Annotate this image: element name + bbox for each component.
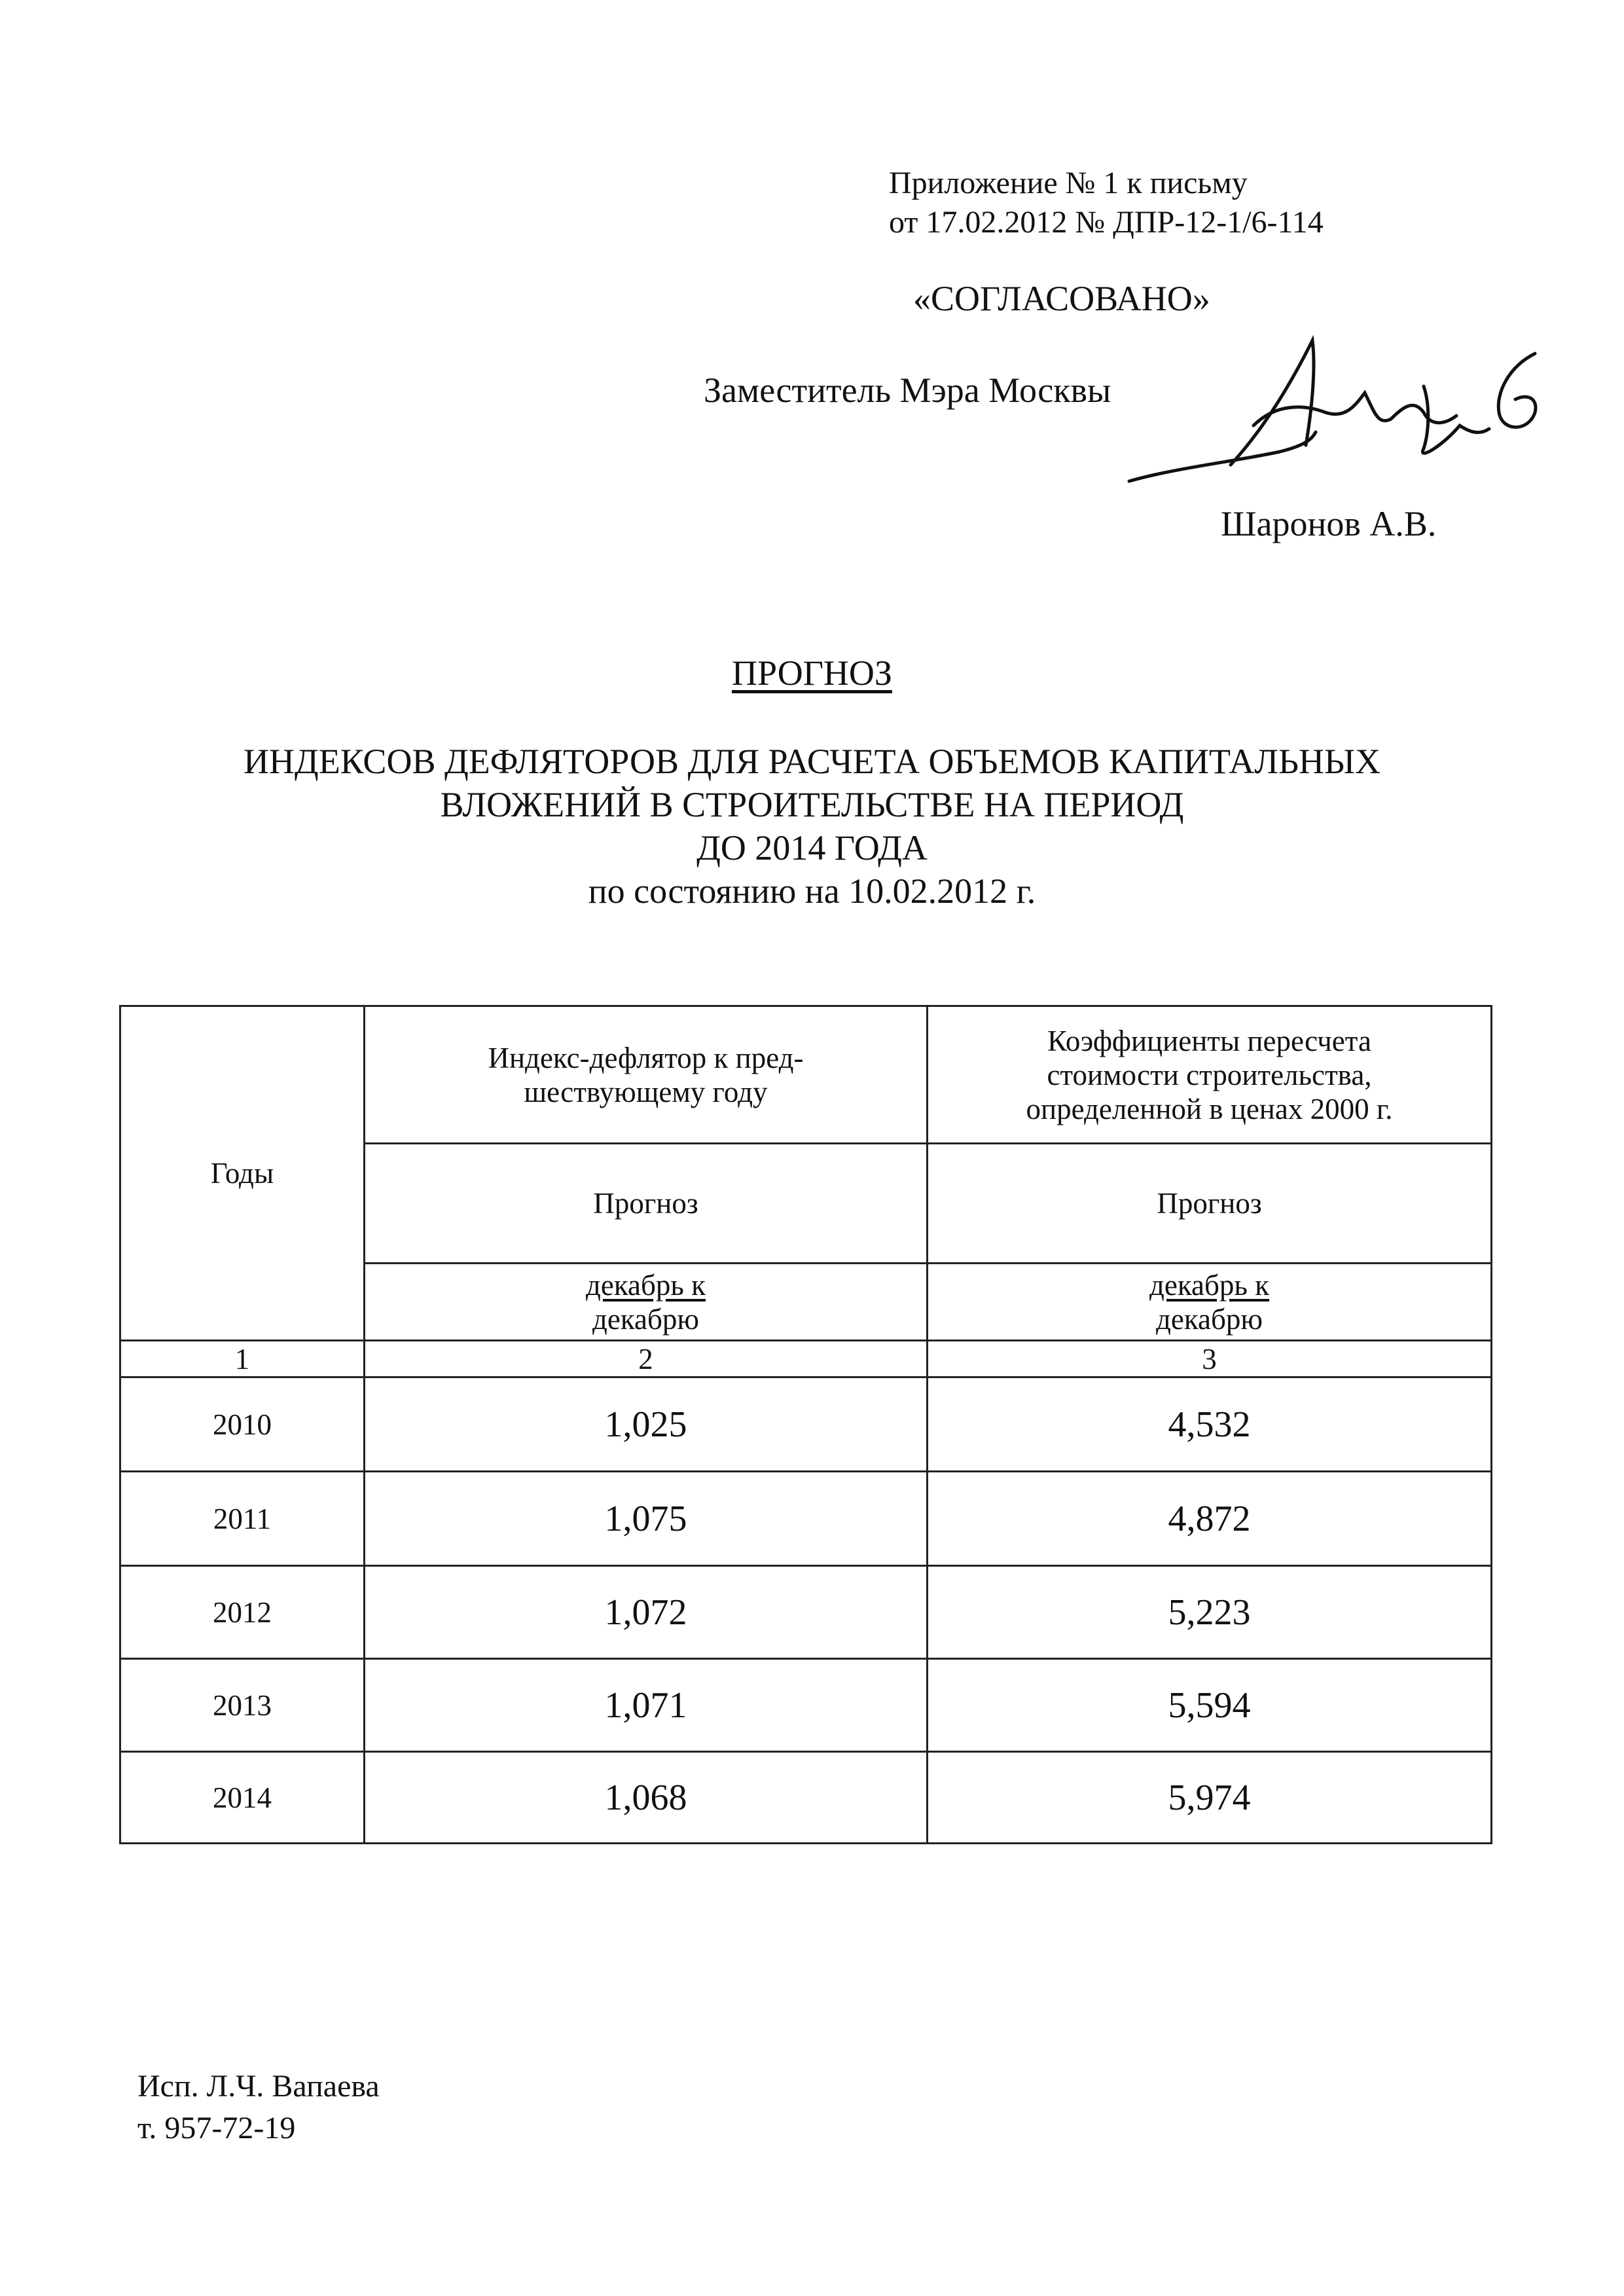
header-index (365, 1006, 928, 1144)
subtitle-line-1: ИНДЕКСОВ ДЕФЛЯТОРОВ ДЛЯ РАСЧЕТА ОБЪЕМОВ КАПИТАЛЬНЫХ (243, 742, 1381, 781)
subtitle-line-4: по состоянию на 10.02.2012 г. (588, 871, 1036, 911)
executor-phone: т. 957-72-19 (137, 2111, 296, 2145)
index-cell: 1,072 (365, 1566, 928, 1659)
header-coef (928, 1006, 1492, 1144)
table-colnum-row (120, 1341, 1492, 1377)
signatory-name: Шаронов А.В. (1221, 504, 1437, 543)
coef-cell: 5,223 (928, 1566, 1492, 1659)
header-coef-line-2: стоимости строительства, (1047, 1058, 1372, 1091)
header-coef-line-3: определенной в ценах 2000 г. (1026, 1092, 1393, 1125)
approved-stamp-text: «СОГЛАСОВАНО» (913, 279, 1210, 318)
index-cell: 1,025 (365, 1377, 928, 1472)
period-coef-line-1: декабрь к (1149, 1268, 1270, 1302)
year-cell: 2013 (120, 1659, 365, 1752)
handwritten-signature (1116, 327, 1548, 524)
appendix-line-2: от 17.02.2012 № ДПР-12-1/6-114 (889, 205, 1324, 240)
coef-cell: 5,974 (928, 1752, 1492, 1844)
year-cell: 2012 (120, 1566, 365, 1659)
header-coef-line-1: Коэффициенты пересчета (1047, 1024, 1371, 1057)
colnum-2: 2 (365, 1341, 928, 1377)
forecast-index: Прогноз (365, 1144, 928, 1264)
period-coef (928, 1264, 1492, 1341)
subtitle-line-2: ВЛОЖЕНИЙ В СТРОИТЕЛЬСТВЕ НА ПЕРИОД (440, 785, 1184, 824)
colnum-3: 3 (928, 1341, 1492, 1377)
table-header-row (120, 1006, 1492, 1144)
table-row (120, 1472, 1492, 1566)
header-index-line-1: Индекс-дефлятор к пред- (488, 1041, 804, 1074)
coef-cell: 4,872 (928, 1472, 1492, 1566)
header-index-line-2: шествующему году (524, 1075, 768, 1108)
signatory-title: Заместитель Мэра Москвы (704, 371, 1111, 410)
deflator-table (119, 1005, 1492, 1844)
header-years: Годы (120, 1006, 365, 1341)
table-row (120, 1377, 1492, 1472)
coef-cell: 4,532 (928, 1377, 1492, 1472)
colnum-1: 1 (120, 1341, 365, 1377)
coef-cell: 5,594 (928, 1659, 1492, 1752)
table-row (120, 1752, 1492, 1844)
table-row (120, 1659, 1492, 1752)
year-cell: 2014 (120, 1752, 365, 1844)
period-index-line-1: декабрь к (585, 1268, 706, 1302)
index-cell: 1,068 (365, 1752, 928, 1844)
appendix-line-1: Приложение № 1 к письму (889, 166, 1248, 200)
executor-info (137, 2066, 380, 2149)
period-coef-line-2: декабрю (1155, 1302, 1263, 1336)
subtitle-line-3: ДО 2014 ГОДА (696, 828, 928, 867)
table-row (120, 1566, 1492, 1659)
forecast-coef: Прогноз (928, 1144, 1492, 1264)
index-cell: 1,075 (365, 1472, 928, 1566)
document-title (0, 653, 1624, 693)
index-cell: 1,071 (365, 1659, 928, 1752)
period-index (365, 1264, 928, 1341)
document-title-text: ПРОГНОЗ (732, 653, 892, 693)
document-subtitle (0, 740, 1624, 913)
year-cell: 2010 (120, 1377, 365, 1472)
year-cell: 2011 (120, 1472, 365, 1566)
appendix-note (889, 164, 1324, 242)
executor-name: Исп. Л.Ч. Вапаева (137, 2069, 380, 2104)
period-index-line-2: декабрю (592, 1302, 700, 1336)
